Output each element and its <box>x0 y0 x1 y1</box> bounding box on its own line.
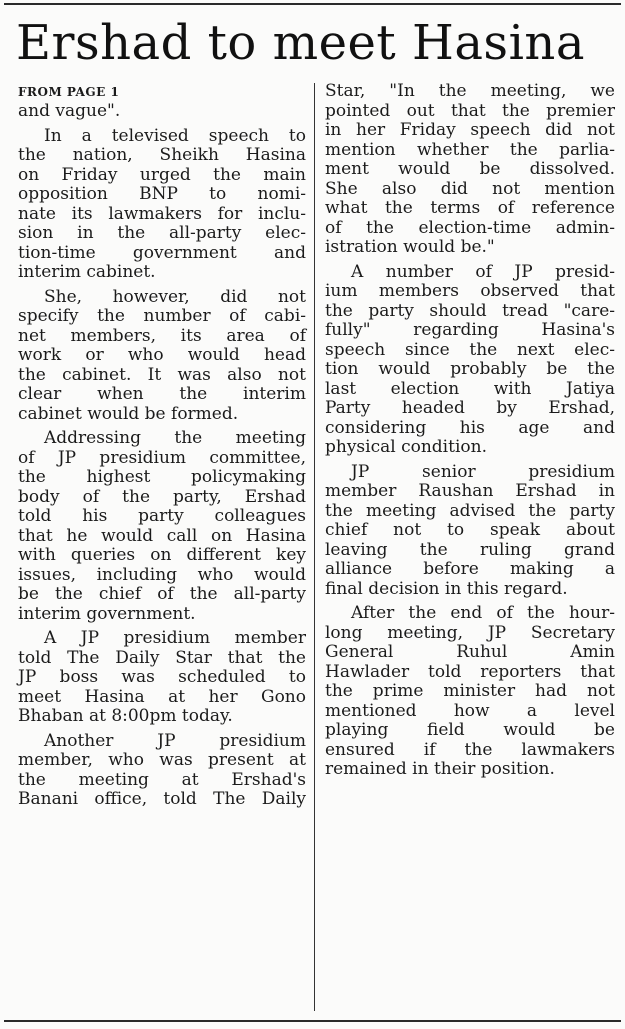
text-line: mention whether the parlia- <box>325 139 615 160</box>
text-line: After the end of the hour- <box>351 603 615 623</box>
column-divider <box>314 83 315 1011</box>
text-line: the party should tread "care- <box>325 300 615 321</box>
text-line: sion in the all-party elec- <box>18 223 306 243</box>
text-line: playing field would be <box>325 720 615 740</box>
text-line: last election with Jatiya <box>325 378 615 399</box>
text-line: In a televised speech to <box>44 125 306 146</box>
text-line: Star, "In the meeting, we <box>325 81 615 101</box>
text-line: alliance before making a <box>325 559 615 579</box>
text-line: of JP presidium committee, <box>18 447 306 468</box>
text-line: Party headed by Ershad, <box>325 398 615 418</box>
text-line: physical condition. <box>325 437 487 457</box>
text-line: tion would probably be the <box>325 359 615 379</box>
text-line: the prime minister had not <box>325 681 615 701</box>
right-column-body <box>325 82 615 780</box>
paragraph <box>325 463 615 600</box>
text-line: JP senior presidium <box>351 461 615 482</box>
text-line: ment would be dissolved. <box>325 159 615 179</box>
text-line: issues, including who would <box>18 564 306 585</box>
text-line: ensured if the lawmakers <box>325 739 615 760</box>
text-line: in her Friday speech did not <box>325 120 615 140</box>
text-line: body of the party, Ershad <box>18 486 306 507</box>
text-line: leaving the ruling grand <box>325 539 615 560</box>
text-line: considering his age and <box>325 417 615 438</box>
text-line: be the chief of the all-party <box>18 584 306 604</box>
text-line: istration would be." <box>325 237 495 257</box>
text-line: chief not to speak about <box>325 520 615 540</box>
text-line: that he would call on Hasina <box>18 525 306 546</box>
text-line: remained in their position. <box>325 759 555 779</box>
right-column <box>325 82 615 785</box>
text-line: interim cabinet. <box>18 262 156 282</box>
text-line: on Friday urged the main <box>18 164 306 185</box>
top-rule <box>4 3 621 5</box>
text-line: member, who was present at <box>18 750 306 770</box>
text-line: specify the number of cabi- <box>18 306 306 326</box>
text-line: long meeting, JP Secretary <box>325 622 615 643</box>
text-line: member Raushan Ershad in <box>325 481 615 501</box>
left-column-body <box>18 102 306 810</box>
paragraph <box>18 629 306 727</box>
text-line: clear when the interim <box>18 384 306 404</box>
text-line: and vague". <box>18 101 121 121</box>
text-line: the meeting advised the party <box>325 500 615 521</box>
paragraph <box>18 102 306 122</box>
text-line: net members, its area of <box>18 325 306 346</box>
text-line: opposition BNP to nomi- <box>18 184 306 204</box>
text-line: work or who would head <box>18 345 306 365</box>
text-line: fully" regarding Hasina's <box>325 320 615 340</box>
paragraph <box>18 429 306 624</box>
text-line: Banani office, told The Daily <box>18 789 306 809</box>
text-line: mentioned how a level <box>325 700 615 721</box>
text-line: She, however, did not <box>44 286 306 307</box>
text-line: final decision in this regard. <box>325 578 568 599</box>
text-line: the cabinet. It was also not <box>18 364 306 385</box>
text-line: cabinet would be formed. <box>18 403 239 424</box>
text-line: tion-time government and <box>18 242 306 263</box>
paragraph <box>18 288 306 425</box>
text-line: Addressing the meeting <box>44 428 306 448</box>
text-line: JP boss was scheduled to <box>18 667 306 687</box>
text-line: told The Daily Star that the <box>18 647 306 668</box>
paragraph <box>325 263 615 458</box>
text-line: meet Hasina at her Gono <box>18 686 306 707</box>
paragraph <box>18 127 306 283</box>
text-line: with queries on different key <box>18 545 306 565</box>
text-line: of the election-time admin- <box>325 217 615 238</box>
headline: Ershad to meet Hasina <box>16 15 585 71</box>
paragraph <box>18 732 306 810</box>
text-line: ium members observed that <box>325 281 615 301</box>
text-line: A number of JP presid- <box>351 261 615 282</box>
text-line: speech since the next elec- <box>325 339 615 360</box>
text-line: Hawlader told reporters that <box>325 661 615 682</box>
text-line: what the terms of reference <box>325 198 615 218</box>
left-column <box>18 82 306 815</box>
text-line: interim government. <box>18 603 196 624</box>
text-line: the nation, Sheikh Hasina <box>18 145 306 165</box>
text-line: nate its lawmakers for inclu- <box>18 203 306 224</box>
paragraph <box>325 604 615 780</box>
paragraph <box>325 82 615 258</box>
text-line: A JP presidium member <box>44 628 306 648</box>
text-line: Bhaban at 8:00pm today. <box>18 706 233 726</box>
text-line: She also did not mention <box>325 178 615 199</box>
text-line: General Ruhul Amin <box>325 642 615 662</box>
dateline: FROM PAGE 1 <box>18 85 120 99</box>
text-line: told his party colleagues <box>18 506 306 526</box>
text-line: the highest policymaking <box>18 467 306 487</box>
bottom-rule <box>4 1020 621 1022</box>
text-line: the meeting at Ershad's <box>18 769 306 790</box>
text-line: Another JP presidium <box>44 730 306 751</box>
text-line: pointed out that the premier <box>325 100 615 121</box>
